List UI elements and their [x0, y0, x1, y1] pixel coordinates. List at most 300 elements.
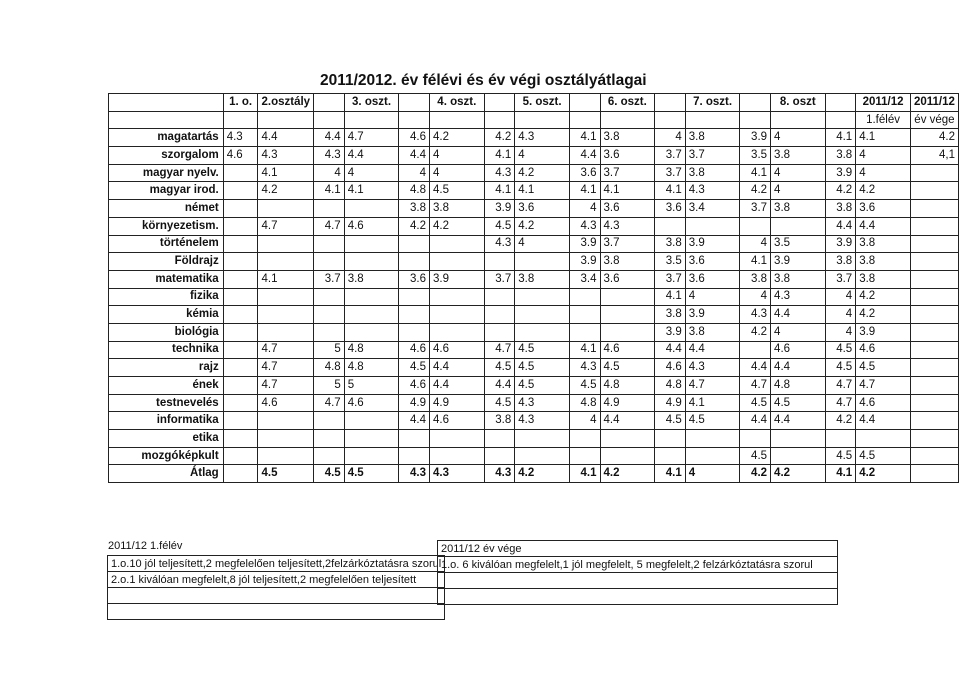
grade-cell: 3.7 — [600, 164, 655, 182]
grade-cell: 4.1 — [655, 288, 686, 306]
grade-cell: 4.1 — [600, 182, 655, 200]
right-notes-box — [437, 540, 838, 605]
grade-cell — [344, 430, 399, 448]
grade-cell: 4.5 — [314, 465, 345, 483]
grade-cell — [223, 323, 258, 341]
grade-cell: 3.4 — [569, 270, 600, 288]
grade-cell: 4.5 — [515, 359, 570, 377]
grade-cell: 4.5 — [740, 447, 771, 465]
column-header: 7. oszt. — [685, 94, 740, 112]
left-note-line: 1.o.10 jól teljesített,2 megfelelően teljesített,2felzárkóztatásra szorul — [108, 556, 445, 572]
grade-cell: 4.2 — [856, 182, 911, 200]
grade-cell: 3.8 — [344, 270, 399, 288]
grade-cell: 4.5 — [740, 394, 771, 412]
column-subheader — [429, 111, 484, 129]
grade-cell: 3.8 — [771, 147, 825, 165]
grade-cell: 3.8 — [825, 147, 856, 165]
grade-cell: 3.7 — [655, 270, 686, 288]
grade-cell — [223, 217, 258, 235]
grade-cell: 4.4 — [771, 359, 825, 377]
left-notes-title: 2011/12 1.félév — [108, 540, 183, 552]
grade-cell: 4.7 — [344, 129, 399, 147]
grade-cell: 4.1 — [569, 465, 600, 483]
grade-cell: 4.2 — [484, 129, 515, 147]
grade-cell: 3.9 — [685, 306, 740, 324]
grade-cell: 3.8 — [685, 129, 740, 147]
grade-cell: 3.6 — [515, 200, 570, 218]
grade-cell: 4.4 — [258, 129, 314, 147]
table-row — [109, 377, 959, 395]
column-subheader — [569, 111, 600, 129]
grade-cell: 3.8 — [484, 412, 515, 430]
grade-cell: 4 — [399, 164, 430, 182]
grade-cell: 4.2 — [771, 465, 825, 483]
column-header: 3. oszt. — [344, 94, 399, 112]
column-subheader — [399, 111, 430, 129]
grade-cell: 4.3 — [569, 359, 600, 377]
grade-cell: 3.8 — [685, 164, 740, 182]
grade-cell — [223, 253, 258, 271]
grade-cell — [223, 465, 258, 483]
column-header — [314, 94, 345, 112]
grade-cell — [600, 288, 655, 306]
grade-cell: 4 — [740, 288, 771, 306]
grade-cell: 4.9 — [399, 394, 430, 412]
grade-cell: 4.1 — [740, 253, 771, 271]
grade-cell — [399, 430, 430, 448]
grade-cell — [223, 306, 258, 324]
column-header: 1. o. — [223, 94, 258, 112]
grade-cell: 3.9 — [825, 164, 856, 182]
grade-cell — [223, 412, 258, 430]
grade-cell: 3.9 — [429, 270, 484, 288]
grade-cell: 4 — [856, 164, 911, 182]
grade-cell — [910, 447, 958, 465]
grade-cell — [399, 447, 430, 465]
grade-cell: 3.8 — [771, 270, 825, 288]
table-row — [109, 341, 959, 359]
grade-cell: 3.8 — [655, 306, 686, 324]
grade-cell: 4.1 — [258, 164, 314, 182]
grade-cell: 4.5 — [856, 359, 911, 377]
table-row — [109, 306, 959, 324]
column-header — [109, 94, 224, 112]
grade-cell: 4 — [825, 323, 856, 341]
grade-cell: 3.9 — [825, 235, 856, 253]
grade-cell: 4.8 — [655, 377, 686, 395]
grade-cell: 4.8 — [344, 341, 399, 359]
grade-cell: 3.7 — [314, 270, 345, 288]
column-header — [484, 94, 515, 112]
grade-cell: 4.4 — [399, 147, 430, 165]
column-header — [655, 94, 686, 112]
grade-cell: 3.9 — [740, 129, 771, 147]
grade-cell: 4 — [685, 465, 740, 483]
grade-cell: 4.1 — [484, 147, 515, 165]
subject-name: szorgalom — [109, 147, 224, 165]
grade-cell: 4.5 — [600, 359, 655, 377]
grade-cell: 4.6 — [223, 147, 258, 165]
grade-cell: 4.5 — [429, 182, 484, 200]
grade-cell: 3.6 — [600, 147, 655, 165]
grade-cell: 4.2 — [740, 323, 771, 341]
grade-cell — [344, 253, 399, 271]
grade-cell — [399, 253, 430, 271]
grade-cell: 4.1 — [569, 341, 600, 359]
grade-cell: 4 — [771, 129, 825, 147]
grade-cell: 4.5 — [484, 217, 515, 235]
grade-cell: 4.3 — [515, 412, 570, 430]
grade-cell: 4.5 — [856, 447, 911, 465]
column-subheader — [600, 111, 655, 129]
grade-cell: 4.1 — [314, 182, 345, 200]
grade-cell — [600, 430, 655, 448]
subject-name: technika — [109, 341, 224, 359]
grade-cell: 3.6 — [600, 200, 655, 218]
grade-cell: 4.2 — [429, 129, 484, 147]
column-subheader — [740, 111, 771, 129]
grade-cell: 4.7 — [258, 359, 314, 377]
grade-cell: 3.6 — [655, 200, 686, 218]
column-header: 6. oszt. — [600, 94, 655, 112]
table-row — [109, 323, 959, 341]
grade-cell: 3.4 — [685, 200, 740, 218]
grade-cell: 4.4 — [740, 359, 771, 377]
subject-name: rajz — [109, 359, 224, 377]
grade-cell: 4.3 — [484, 235, 515, 253]
subject-name: kémia — [109, 306, 224, 324]
grade-cell: 4.6 — [429, 341, 484, 359]
grade-cell — [484, 430, 515, 448]
grade-cell: 4.4 — [600, 412, 655, 430]
grade-cell: 4.8 — [314, 359, 345, 377]
grade-cell — [484, 288, 515, 306]
grade-cell — [515, 430, 570, 448]
grade-cell: 3.7 — [655, 147, 686, 165]
grade-cell — [223, 235, 258, 253]
grade-cell: 3.5 — [655, 253, 686, 271]
grade-cell — [223, 359, 258, 377]
column-header — [825, 94, 856, 112]
header-row — [109, 94, 959, 112]
grade-cell: 4 — [314, 164, 345, 182]
grade-cell: 4.3 — [314, 147, 345, 165]
table-row — [109, 147, 959, 165]
grade-cell: 3.5 — [771, 235, 825, 253]
column-header — [569, 94, 600, 112]
grade-cell — [429, 306, 484, 324]
grade-cell: 4.9 — [655, 394, 686, 412]
left-notes-box — [107, 555, 445, 620]
grade-cell: 4.5 — [484, 394, 515, 412]
grade-cell: 3.6 — [399, 270, 430, 288]
grade-cell: 3.7 — [600, 235, 655, 253]
grade-cell: 4.3 — [685, 182, 740, 200]
grade-cell: 4.5 — [825, 359, 856, 377]
grade-cell: 4.5 — [569, 377, 600, 395]
grade-cell — [569, 447, 600, 465]
grade-cell — [314, 447, 345, 465]
grade-cell: 4.4 — [344, 147, 399, 165]
grade-cell: 3.7 — [740, 200, 771, 218]
grade-cell — [740, 341, 771, 359]
grade-cell: 4 — [515, 147, 570, 165]
grade-cell — [910, 200, 958, 218]
subject-name: fizika — [109, 288, 224, 306]
grade-cell: 4.3 — [685, 359, 740, 377]
grade-cell — [515, 288, 570, 306]
grade-cell: 4.6 — [856, 341, 911, 359]
grade-cell — [740, 430, 771, 448]
grade-cell: 4.1 — [258, 270, 314, 288]
grade-cell — [910, 253, 958, 271]
grade-cell — [429, 288, 484, 306]
grade-cell: 4.3 — [600, 217, 655, 235]
grade-cell: 4 — [825, 306, 856, 324]
column-header: 5. oszt. — [515, 94, 570, 112]
column-subheader — [314, 111, 345, 129]
grade-cell: 4.4 — [429, 377, 484, 395]
grade-cell: 4 — [429, 164, 484, 182]
grade-cell: 4.8 — [569, 394, 600, 412]
grade-cell: 4 — [856, 147, 911, 165]
grade-cell: 4.4 — [771, 412, 825, 430]
grade-cell: 4.7 — [685, 377, 740, 395]
subject-name: informatika — [109, 412, 224, 430]
grade-cell: 4.3 — [569, 217, 600, 235]
right-note-line — [438, 573, 838, 589]
grade-cell — [258, 288, 314, 306]
grade-cell: 3.5 — [740, 147, 771, 165]
table-row — [109, 412, 959, 430]
grade-cell: 3.8 — [399, 200, 430, 218]
grade-cell: 4.5 — [825, 341, 856, 359]
grade-cell: 4.6 — [344, 394, 399, 412]
grade-cell: 4.2 — [429, 217, 484, 235]
grade-cell — [856, 430, 911, 448]
grade-cell: 4.5 — [655, 412, 686, 430]
left-note-line — [108, 588, 445, 604]
right-notes-title: 2011/12 év vége — [438, 541, 838, 557]
grade-cell: 4 — [569, 200, 600, 218]
grade-cell: 4.7 — [258, 217, 314, 235]
grade-cell — [314, 306, 345, 324]
grade-cell: 3.8 — [740, 270, 771, 288]
grade-cell: 4.4 — [484, 377, 515, 395]
grade-cell — [258, 447, 314, 465]
grade-cell: 4.6 — [856, 394, 911, 412]
column-subheader: év vége — [910, 111, 958, 129]
column-header — [740, 94, 771, 112]
grade-cell: 3.8 — [825, 253, 856, 271]
grade-cell: 4.1 — [685, 394, 740, 412]
grade-cell — [515, 447, 570, 465]
grade-cell: 5 — [314, 341, 345, 359]
grade-cell — [258, 235, 314, 253]
grade-cell: 4.4 — [685, 341, 740, 359]
subject-name: Átlag — [109, 465, 224, 483]
grade-cell: 4.7 — [314, 217, 345, 235]
table-row — [109, 164, 959, 182]
grade-cell — [910, 377, 958, 395]
column-subheader — [223, 111, 258, 129]
grade-cell — [600, 323, 655, 341]
column-header: 2011/12 — [856, 94, 911, 112]
grade-cell: 3.9 — [484, 200, 515, 218]
table-row — [109, 270, 959, 288]
grade-cell: 4.3 — [771, 288, 825, 306]
column-subheader: 1.félév — [856, 111, 911, 129]
column-subheader — [685, 111, 740, 129]
subject-name: etika — [109, 430, 224, 448]
grade-cell — [685, 447, 740, 465]
grade-cell: 4 — [685, 288, 740, 306]
table-row — [109, 217, 959, 235]
grade-cell — [600, 447, 655, 465]
subheader-row — [109, 111, 959, 129]
grade-cell: 4.1 — [825, 129, 856, 147]
grade-cell: 4.2 — [910, 129, 958, 147]
grade-cell: 4.5 — [515, 341, 570, 359]
table-row — [109, 359, 959, 377]
grade-cell: 4.6 — [655, 359, 686, 377]
grade-cell — [429, 253, 484, 271]
grade-cell — [314, 430, 345, 448]
grade-cell: 4.3 — [399, 465, 430, 483]
grade-cell: 3.8 — [600, 129, 655, 147]
grade-cell: 4.3 — [515, 129, 570, 147]
column-header — [399, 94, 430, 112]
grade-cell: 4 — [771, 323, 825, 341]
grade-cell: 4.1 — [655, 182, 686, 200]
grade-cell: 4.2 — [740, 182, 771, 200]
grade-cell: 4.5 — [258, 465, 314, 483]
grade-cell — [655, 217, 686, 235]
grade-cell: 4.2 — [825, 412, 856, 430]
grade-cell — [399, 306, 430, 324]
table-row — [109, 235, 959, 253]
table-row — [109, 430, 959, 448]
grade-cell — [223, 270, 258, 288]
column-subheader — [344, 111, 399, 129]
grade-cell: 3.7 — [484, 270, 515, 288]
grade-cell: 4.7 — [856, 377, 911, 395]
grade-cell — [484, 447, 515, 465]
grade-cell: 5 — [314, 377, 345, 395]
grade-cell: 4.6 — [399, 377, 430, 395]
column-header: 2.osztály — [258, 94, 314, 112]
grade-cell — [223, 377, 258, 395]
grade-cell — [314, 235, 345, 253]
page-title: 2011/2012. év félévi és év végi osztályátlagai — [320, 72, 647, 89]
grade-cell: 4,1 — [910, 147, 958, 165]
column-subheader — [655, 111, 686, 129]
subject-name: biológia — [109, 323, 224, 341]
subject-name: történelem — [109, 235, 224, 253]
grade-cell: 3.7 — [655, 164, 686, 182]
right-note-line — [438, 589, 838, 605]
grade-cell — [910, 412, 958, 430]
subject-name: magatartás — [109, 129, 224, 147]
grade-cell: 4.3 — [429, 465, 484, 483]
grade-cell: 4.4 — [429, 359, 484, 377]
grade-cell — [223, 200, 258, 218]
grade-cell: 4.2 — [600, 465, 655, 483]
table-row — [109, 288, 959, 306]
grade-cell: 3.8 — [429, 200, 484, 218]
grade-cell — [429, 447, 484, 465]
grade-cell — [223, 288, 258, 306]
grade-cell — [515, 306, 570, 324]
subject-name: német — [109, 200, 224, 218]
grade-cell: 3.9 — [569, 253, 600, 271]
grade-cell — [223, 341, 258, 359]
grade-cell: 4.4 — [771, 306, 825, 324]
grade-cell — [655, 430, 686, 448]
grade-cell: 4.1 — [344, 182, 399, 200]
grade-cell — [569, 288, 600, 306]
column-header: 8. oszt — [771, 94, 825, 112]
grade-cell: 4.7 — [258, 377, 314, 395]
grade-cell — [258, 200, 314, 218]
grade-cell — [484, 306, 515, 324]
table-row — [109, 394, 959, 412]
grade-cell: 4.4 — [399, 412, 430, 430]
grade-cell: 4.3 — [484, 465, 515, 483]
grade-cell: 4 — [429, 147, 484, 165]
grade-cell — [484, 323, 515, 341]
grade-cell: 3.8 — [515, 270, 570, 288]
grade-cell: 3.6 — [685, 270, 740, 288]
grade-cell: 4.2 — [399, 217, 430, 235]
table-row — [109, 182, 959, 200]
subject-name: mozgóképkult — [109, 447, 224, 465]
grade-cell: 3.6 — [856, 200, 911, 218]
grade-cell: 4.4 — [655, 341, 686, 359]
grade-cell — [655, 447, 686, 465]
grade-cell: 4.6 — [258, 394, 314, 412]
grade-cell — [569, 430, 600, 448]
grade-cell — [258, 306, 314, 324]
grade-cell — [258, 253, 314, 271]
grade-cell: 4.1 — [740, 164, 771, 182]
grade-cell — [910, 341, 958, 359]
grade-cell: 4.5 — [399, 359, 430, 377]
grade-cell: 4.2 — [515, 465, 570, 483]
grade-cell — [740, 217, 771, 235]
grade-cell: 4.6 — [600, 341, 655, 359]
grade-cell — [314, 412, 345, 430]
grades-table — [108, 93, 959, 483]
grade-cell — [344, 447, 399, 465]
grade-cell: 4.3 — [258, 147, 314, 165]
grade-cell — [258, 430, 314, 448]
grade-cell: 4.5 — [515, 377, 570, 395]
grade-cell: 4.7 — [258, 341, 314, 359]
grade-cell — [910, 323, 958, 341]
grade-cell — [910, 306, 958, 324]
grade-cell — [223, 182, 258, 200]
grade-cell — [344, 288, 399, 306]
grade-cell: 4.2 — [258, 182, 314, 200]
column-subheader — [771, 111, 825, 129]
grade-cell: 3.7 — [685, 147, 740, 165]
grade-cell — [771, 217, 825, 235]
grade-cell — [344, 200, 399, 218]
grade-cell: 4 — [740, 235, 771, 253]
grade-cell — [910, 394, 958, 412]
grade-cell: 4.7 — [740, 377, 771, 395]
